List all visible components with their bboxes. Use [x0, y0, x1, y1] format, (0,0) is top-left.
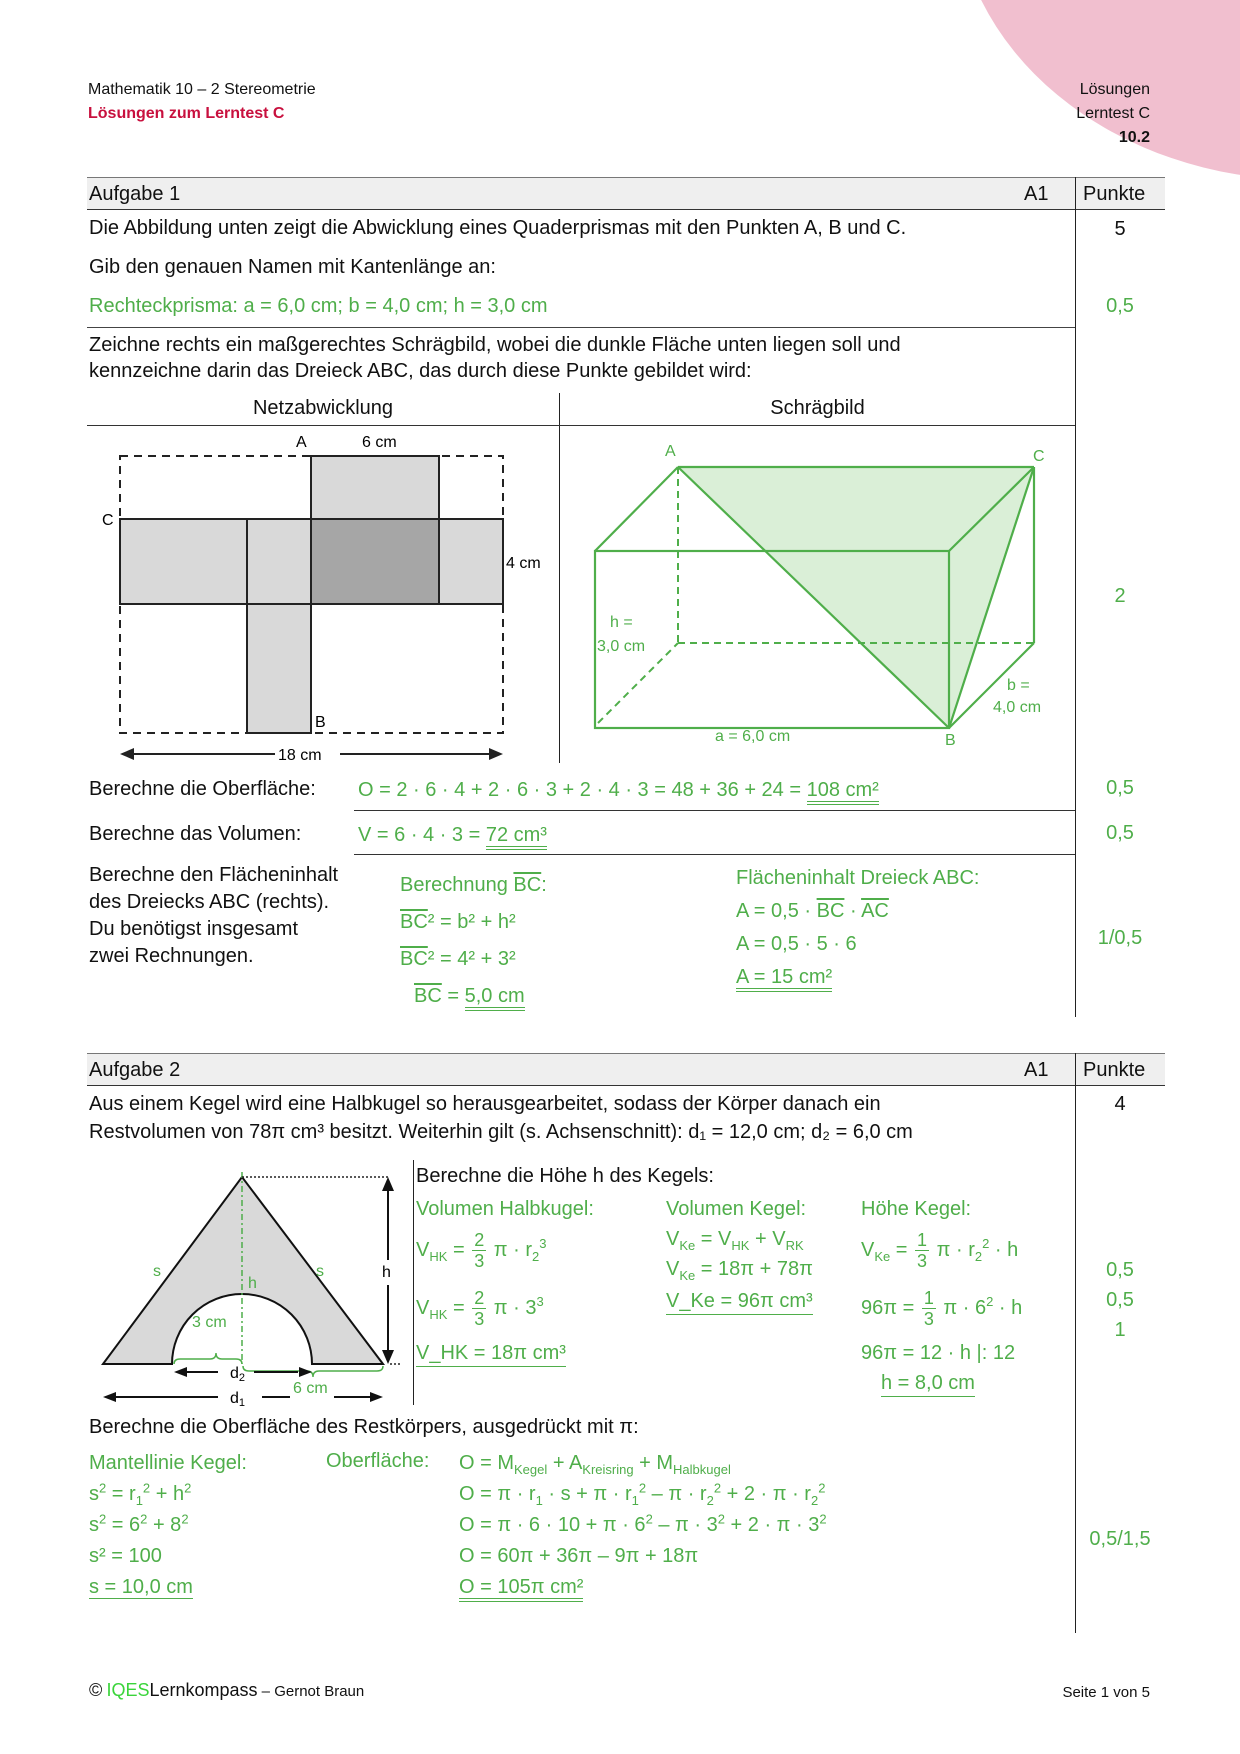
task2-question-surface: Berechne die Oberfläche des Restkörpers, ausgedrückt mit π:	[89, 1416, 639, 1438]
slant-height-calculation	[89, 1448, 247, 1603]
points-column-divider	[1075, 1053, 1076, 1633]
task1-answer-surface	[358, 777, 879, 803]
area-question-line: Du benötigst insgesamt	[89, 918, 299, 940]
svg-text:18 cm: 18 cm	[278, 747, 322, 764]
task1-question-draw-1: Zeichne rechts ein maßgerechtes Schrägbild, wobei die dunkle Fläche unten liegen soll und	[89, 334, 901, 356]
task2-level: A1	[1024, 1059, 1049, 1081]
bc-segment: $\overline{BC}$	[400, 948, 428, 970]
svg-text:4 cm: 4 cm	[506, 555, 541, 572]
bc-result: 5,0 cm	[465, 985, 525, 1011]
task1-question-surface: Berechne die Oberfläche:	[89, 778, 316, 800]
task2-points-header: Punkte	[1083, 1059, 1146, 1081]
svg-text:d1: d1	[230, 1390, 246, 1409]
svg-text:s: s	[316, 1263, 324, 1280]
svg-text:h =: h =	[610, 614, 633, 631]
cone-height-result: h = 8,0 cm	[881, 1370, 975, 1397]
task2-points-height	[1080, 1255, 1160, 1345]
svg-text:B: B	[945, 732, 956, 749]
header-chapter-number: 10.2	[1118, 129, 1150, 146]
task1-question-name: Gib den genauen Namen mit Kantenlänge an:	[89, 256, 496, 278]
bc-line: ² = 4² + 3²	[427, 948, 516, 970]
task1-points-surface: 0,5	[1106, 777, 1134, 799]
task2-header-bar	[87, 1053, 1165, 1085]
header-label-solutions: Lösungen	[1079, 81, 1150, 98]
triangle-area-calculation: Flächeninhalt Dreieck ABC: $A = 0,5 \cdot \overline{BC} \cdot \overline{AC}$ A = 0,5 · 5 · 6 A = 15 cm²	[736, 862, 979, 994]
volume-calculation: V = 6 · 4 · 3 =	[358, 824, 486, 846]
surface-line: $O = \pi \cdot 6 \cdot 10 + \pi \cdot 6^2 - \pi \cdot 3^2 + 2 \cdot \pi \cdot 3^2$	[459, 1511, 827, 1536]
task1-level: A1	[1024, 183, 1049, 205]
task1-title: Aufgabe 1	[89, 183, 181, 205]
cone-cross-section-diagram	[90, 1160, 420, 1410]
volume-result: 72 cm³	[486, 824, 547, 850]
brand-logo-iqes: IQES	[106, 1680, 150, 1700]
hemisphere-volume-result: V_HK = 18π cm³	[416, 1340, 566, 1367]
document-header	[88, 78, 316, 126]
bc-calculation: Berechnung $\overline{BC}$: $\overline{BC}^2 = b^2 + h^2$ $\overline{BC}^2 = 4^2 + 3^2$ $\overline{BC} = 5,0$ cm	[400, 867, 547, 1015]
points-column-divider	[1075, 177, 1076, 1017]
task2-total-points: 4	[1114, 1093, 1126, 1115]
hemisphere-volume-formula: $V_{HK}$ = $\frac{2}{3}$ $\pi \cdot r_2^3$	[416, 1230, 547, 1271]
document-title: Lösungen zum Lerntest C	[88, 105, 285, 122]
hemisphere-volume-title: Volumen Halbkugel:	[416, 1198, 594, 1220]
svg-text:h: h	[248, 1275, 257, 1292]
slant-result: s = 10,0 cm	[89, 1576, 193, 1598]
svg-text:A: A	[665, 443, 676, 460]
svg-text:3 cm: 3 cm	[192, 1314, 227, 1331]
surface-line: $O = \pi \cdot r_1 \cdot s + \pi \cdot r_1^2 - \pi \cdot r_2^2 + 2 \cdot \pi \cdot r_2^2$	[459, 1480, 826, 1508]
cone-height-title: Höhe Kegel:	[861, 1198, 972, 1220]
area-question-line: des Dreiecks ABC (rechts).	[89, 891, 330, 913]
task2-question-height: Berechne die Höhe h des Kegels:	[416, 1165, 714, 1187]
surface-calculation: O = 2 · 6 · 4 + 2 · 6 · 3 + 2 · 4 · 3 = 48 + 36 + 24 =	[358, 779, 807, 801]
surface-calculation	[459, 1448, 827, 1603]
task2-points-surface: 0,5/1,5	[1089, 1528, 1151, 1550]
task1-total-points: 5	[1114, 218, 1126, 240]
svg-text:4,0 cm: 4,0 cm	[993, 699, 1042, 716]
oblique-diagram	[560, 425, 1075, 765]
slant-line: s² = 100	[89, 1545, 162, 1567]
cone-volume-line: $V_{Ke} = 18\pi + 78\pi$	[666, 1258, 813, 1283]
task1-points-header: Punkte	[1083, 183, 1146, 205]
svg-text:3,0 cm: 3,0 cm	[597, 638, 646, 655]
document-header-right	[1076, 78, 1150, 150]
svg-text:s: s	[153, 1263, 161, 1280]
copyright-icon: ©	[89, 1680, 103, 1700]
task1-question-area	[89, 862, 338, 970]
points-value: 0,5	[1106, 1289, 1134, 1311]
task2-title: Aufgabe 2	[89, 1059, 181, 1081]
svg-text:6 cm: 6 cm	[362, 434, 397, 451]
area-title: Flächeninhalt Dreieck ABC:	[736, 867, 980, 889]
bc-line: ² = b² + h²	[427, 911, 516, 933]
points-value: 0,5	[1106, 1259, 1134, 1281]
column-header-oblique: Schrägbild	[770, 397, 865, 419]
net-diagram	[100, 425, 560, 765]
bc-segment: $\overline{BC}$	[816, 900, 845, 922]
svg-text:h: h	[382, 1264, 391, 1281]
cone-height-line: 96π = 12 · h |: 12	[861, 1342, 1016, 1364]
task1-points-area: 1/0,5	[1097, 927, 1143, 949]
footer-author: – Gernot Braun	[257, 1683, 365, 1700]
header-label-test: Lerntest C	[1076, 105, 1150, 122]
area-question-line: zwei Rechnungen.	[89, 945, 254, 967]
task2-intro-1: Aus einem Kegel wird eine Halbkugel so herausgearbeitet, sodass der Körper danach ein	[89, 1093, 881, 1115]
svg-text:6 cm: 6 cm	[293, 1380, 328, 1397]
bc-title: Berechnung	[400, 874, 514, 896]
task1-question-draw-2: kennzeichne darin das Dreieck ABC, das durch diese Punkte gebildet wird:	[89, 360, 752, 382]
svg-text:a = 6,0 cm: a = 6,0 cm	[715, 728, 791, 745]
svg-text:C: C	[1033, 448, 1045, 465]
subject-line: Mathematik 10 – 2 Stereometrie	[88, 81, 316, 98]
task1-points-volume: 0,5	[1106, 822, 1134, 844]
slant-line: $s^2 = 6^2 + 8^2$	[89, 1511, 189, 1536]
surface-line: O = 60π + 36π – 9π + 18π	[459, 1545, 699, 1567]
bc-segment: $\overline{BC}$	[513, 874, 542, 896]
points-value: 1	[1114, 1319, 1126, 1341]
footer-page-number: Seite 1 von 5	[1062, 1684, 1150, 1701]
task1-header-bar	[87, 177, 1165, 209]
surface-result: O = 105π cm²	[459, 1576, 583, 1602]
brand-logo-lernkompass: Lernkompass	[149, 1680, 258, 1700]
svg-text:C: C	[102, 512, 114, 529]
cone-volume-line: $V_{Ke} = V_{HK} + V_{RK}$	[666, 1228, 804, 1253]
diagram-divider	[413, 1160, 414, 1405]
svg-text:A: A	[296, 434, 307, 451]
surface-result: 108 cm²	[807, 779, 879, 805]
ac-segment: $\overline{AC}$	[861, 900, 889, 922]
task1-intro: Die Abbildung unten zeigt die Abwicklung eines Quaderprismas mit den Punkten A, B und C.	[89, 217, 907, 239]
area-line: A = 0,5 · 5 · 6	[736, 933, 857, 955]
cone-height-formula: $V_{Ke}$ = $\frac{1}{3}$ $\pi \cdot r_2^2 \cdot h$	[861, 1230, 1019, 1271]
bc-segment: $\overline{BC}$	[400, 911, 428, 933]
surface-line: $O = M_{Kegel} + A_{Kreisring} + M_{Halbkugel}$	[459, 1452, 731, 1477]
area-question-line: Berechne den Flächeninhalt	[89, 864, 339, 886]
task1-question-volume: Berechne das Volumen:	[89, 823, 302, 845]
task1-answer-name: Rechteckprisma: a = 6,0 cm; b = 4,0 cm; h = 3,0 cm	[89, 295, 548, 317]
task2-intro-2: Restvolumen von 78π cm³ besitzt. Weiterhin gilt (s. Achsenschnitt): d₁ = 12,0 cm; d₂ = 6,0 cm	[89, 1121, 913, 1143]
task1-points-draw: 2	[1114, 585, 1126, 607]
area-line: A = 0,5 ·	[736, 900, 817, 922]
svg-text:d2: d2	[230, 1365, 246, 1384]
cone-height-substituted: 96π = $\frac{1}{3}$ $\pi \cdot 6^2 \cdot h$	[861, 1288, 1023, 1329]
bc-segment: $\overline{BC}$	[414, 985, 442, 1007]
svg-text:B: B	[315, 714, 326, 731]
area-result: A = 15 cm²	[736, 966, 832, 992]
hemisphere-volume-substituted: $V_{HK}$ = $\frac{2}{3}$ $\pi \cdot 3^3$	[416, 1288, 544, 1329]
task1-answer-volume	[358, 822, 547, 848]
task1-points-name: 0,5	[1106, 295, 1134, 317]
cone-volume-title: Volumen Kegel:	[666, 1198, 807, 1220]
slant-title: Mantellinie Kegel:	[89, 1452, 247, 1474]
svg-text:b =: b =	[1007, 677, 1030, 694]
cone-volume-result: V_Ke = 96π cm³	[666, 1288, 813, 1315]
surface-title: Oberfläche:	[326, 1450, 430, 1472]
column-header-net: Netzabwicklung	[252, 397, 394, 419]
footer-copyright	[89, 1680, 364, 1701]
slant-line: $s^2 = r_1^2 + h^2$	[89, 1480, 192, 1508]
